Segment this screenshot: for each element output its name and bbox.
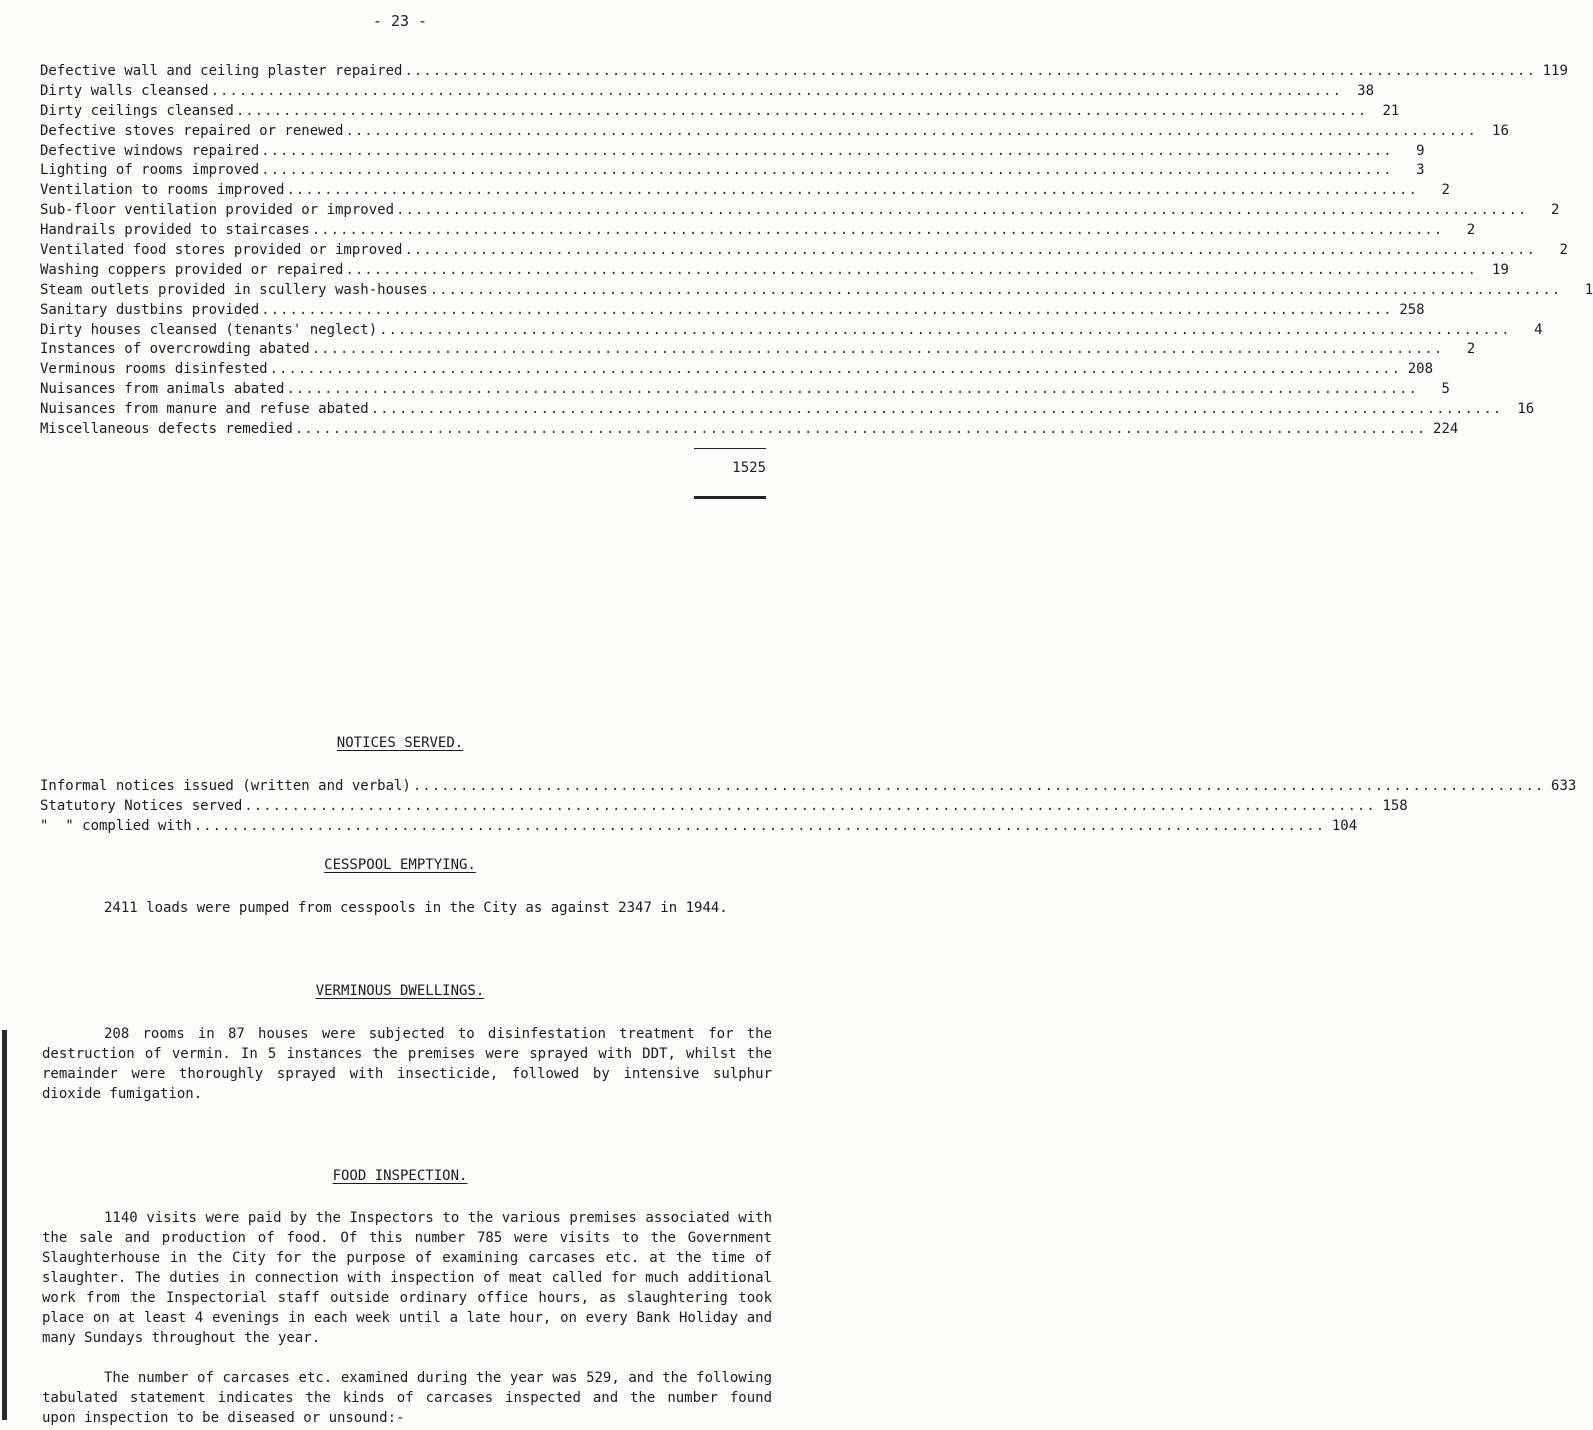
defect-value: 38 xyxy=(1357,82,1375,99)
defect-row xyxy=(40,400,1535,420)
defect-value: 119 xyxy=(1542,63,1568,79)
defect-value: 3 xyxy=(1416,162,1425,179)
defect-label: Dirty ceilings cleansed xyxy=(40,102,234,119)
defect-row xyxy=(40,420,1459,440)
defect-row xyxy=(40,281,1593,301)
food-heading: FOOD INSPECTION. xyxy=(332,1168,468,1184)
defect-row xyxy=(40,301,1425,321)
leader-dots: ........................................................................................................................ xyxy=(345,261,1477,278)
leader-dots: ........................................................................................................................ xyxy=(294,421,1427,438)
defect-label: Sanitary dustbins provided xyxy=(40,301,260,318)
defects-table xyxy=(40,62,1593,440)
defect-label: Handrails provided to staircases xyxy=(40,222,310,239)
defect-label: Defective wall and ceiling plaster repaired xyxy=(40,63,403,79)
leader-dots: ........................................................................................................................ xyxy=(412,778,1545,794)
notices-table xyxy=(40,777,1577,837)
defect-value: 2 xyxy=(1559,242,1568,259)
leader-dots: ........................................................................................................................ xyxy=(261,162,1393,179)
defect-row xyxy=(40,181,1450,201)
defect-label: Lighting of rooms improved xyxy=(40,162,260,179)
defect-label: Washing coppers provided or repaired xyxy=(40,261,344,278)
defect-value: 19 xyxy=(1492,261,1509,278)
leader-dots: ........................................................................................................................ xyxy=(345,122,1477,139)
defect-row xyxy=(40,261,1509,281)
leader-dots: ........................................................................................................................ xyxy=(404,242,1536,259)
notice-label: Statutory Notices served xyxy=(40,797,243,814)
verminous-heading: VERMINOUS DWELLINGS. xyxy=(315,983,485,999)
defect-label: Dirty houses cleansed (tenants' neglect) xyxy=(40,321,378,338)
defect-value: 258 xyxy=(1399,301,1425,318)
notice-label: Informal notices issued (written and verbal) xyxy=(40,778,411,794)
defect-label: Ventilated food stores provided or improved xyxy=(40,242,403,259)
defect-label: Defective windows repaired xyxy=(40,142,260,159)
leader-dots: ........................................................................................................................ xyxy=(286,381,1418,398)
food-paragraph-1: 1140 visits were paid by the Inspectors to the various premises associated with the sale and production of food. Of this number 785 were visits to the Government Slaughterhouse in the City for the purpose of examining carcases etc. at the time of slaughter. The duties in connection with inspection of meat called for much additional work from the Inspectorial staff outside ordinary office hours, as slaughtering took place on at least 4 evenings in each week until a late hour, on every Bank Holiday and many Sundays throughout the year. xyxy=(42,1210,772,1346)
defect-value: 2 xyxy=(1466,341,1476,358)
leader-dots: ........................................................................................................................ xyxy=(311,222,1444,239)
defect-row xyxy=(40,102,1400,122)
verminous-paragraph: 208 rooms in 87 houses were subjected to disinfestation treatment for the destruction of vermin. In 5 instances the premises were sprayed with DDT, whilst the remainder were thoroughly sprayed with insecticide, followed by intensive sulphur dioxide fumigation. xyxy=(42,1026,772,1102)
notice-label: " " complied with xyxy=(40,817,192,834)
leader-dots: ........................................................................................................................ xyxy=(269,361,1402,378)
defect-label: Verminous rooms disinfested xyxy=(40,361,268,378)
notice-row xyxy=(40,817,1358,837)
leader-dots: ........................................................................................................................ xyxy=(370,401,1503,418)
notice-value: 104 xyxy=(1331,817,1358,834)
defect-row xyxy=(40,201,1560,221)
defect-value: 16 xyxy=(1492,122,1509,139)
leader-dots: ........................................................................................................................ xyxy=(286,182,1418,199)
leader-dots: ........................................................................................................................ xyxy=(244,797,1376,814)
notice-row xyxy=(40,777,1577,797)
defect-label: Miscellaneous defects remedied xyxy=(40,421,293,438)
defect-row xyxy=(40,360,1434,380)
defect-value: 1 xyxy=(1584,281,1593,298)
defects-total: 1525 xyxy=(732,460,766,476)
defect-label: Ventilation to rooms improved xyxy=(40,182,285,199)
defect-value: 2 xyxy=(1551,202,1560,219)
defect-value: 4 xyxy=(1534,321,1543,338)
defect-label: Sub-floor ventilation provided or improved xyxy=(40,202,395,219)
total-rule-bottom xyxy=(694,496,766,499)
defect-row xyxy=(40,340,1476,360)
defect-value: 16 xyxy=(1517,401,1535,418)
leader-dots: ........................................................................................................................ xyxy=(235,102,1368,119)
page-number: - 23 - xyxy=(372,12,428,30)
defect-label: Dirty walls cleansed xyxy=(40,82,209,99)
defect-value: 224 xyxy=(1433,421,1459,438)
leader-dots: ........................................................................................................................ xyxy=(404,63,1536,79)
defect-label: Steam outlets provided in scullery wash-houses xyxy=(40,281,428,298)
defect-label: Nuisances from animals abated xyxy=(40,381,285,398)
defect-value: 208 xyxy=(1407,361,1434,378)
defect-row xyxy=(40,82,1375,102)
leader-dots: ........................................................................................................................ xyxy=(210,82,1343,99)
defect-row xyxy=(40,122,1509,142)
defect-row xyxy=(40,142,1425,162)
defect-row xyxy=(40,321,1543,341)
defect-value: 9 xyxy=(1416,142,1425,159)
defect-value: 21 xyxy=(1382,102,1400,119)
cesspool-heading: CESSPOOL EMPTYING. xyxy=(324,857,476,873)
defect-row xyxy=(40,380,1450,400)
leader-dots: ........................................................................................................................ xyxy=(311,341,1444,358)
total-rule-top xyxy=(694,448,766,449)
defect-row xyxy=(40,62,1568,82)
defect-row xyxy=(40,241,1568,261)
notice-value: 633 xyxy=(1551,778,1577,794)
leader-dots: ........................................................................................................................ xyxy=(429,281,1562,298)
cesspool-paragraph: 2411 loads were pumped from cesspools in the City as against 2347 in 1944. xyxy=(104,900,728,916)
notice-row xyxy=(40,797,1408,817)
defect-value: 2 xyxy=(1466,222,1476,239)
defect-label: Nuisances from manure and refuse abated xyxy=(40,401,369,418)
defect-label: Defective stoves repaired or renewed xyxy=(40,122,344,139)
leader-dots: ........................................................................................................................ xyxy=(379,321,1511,338)
scan-edge-bar xyxy=(2,1030,7,1420)
notices-heading: NOTICES SERVED. xyxy=(336,735,464,751)
notice-value: 158 xyxy=(1382,797,1408,814)
leader-dots: ........................................................................................................................ xyxy=(193,817,1326,834)
defect-row xyxy=(40,161,1425,181)
leader-dots: ........................................................................................................................ xyxy=(396,202,1528,219)
defect-row xyxy=(40,221,1476,241)
leader-dots: ........................................................................................................................ xyxy=(261,301,1393,318)
defect-value: 5 xyxy=(1441,381,1450,398)
defect-value: 2 xyxy=(1441,182,1450,199)
food-paragraph-2: The number of carcases etc. examined during the year was 529, and the following tabulated statement indicates the kinds of carcases inspected and the number found upon inspection to be diseased or unsound:- xyxy=(42,1370,772,1426)
defect-label: Instances of overcrowding abated xyxy=(40,341,310,358)
leader-dots: ........................................................................................................................ xyxy=(261,142,1393,159)
